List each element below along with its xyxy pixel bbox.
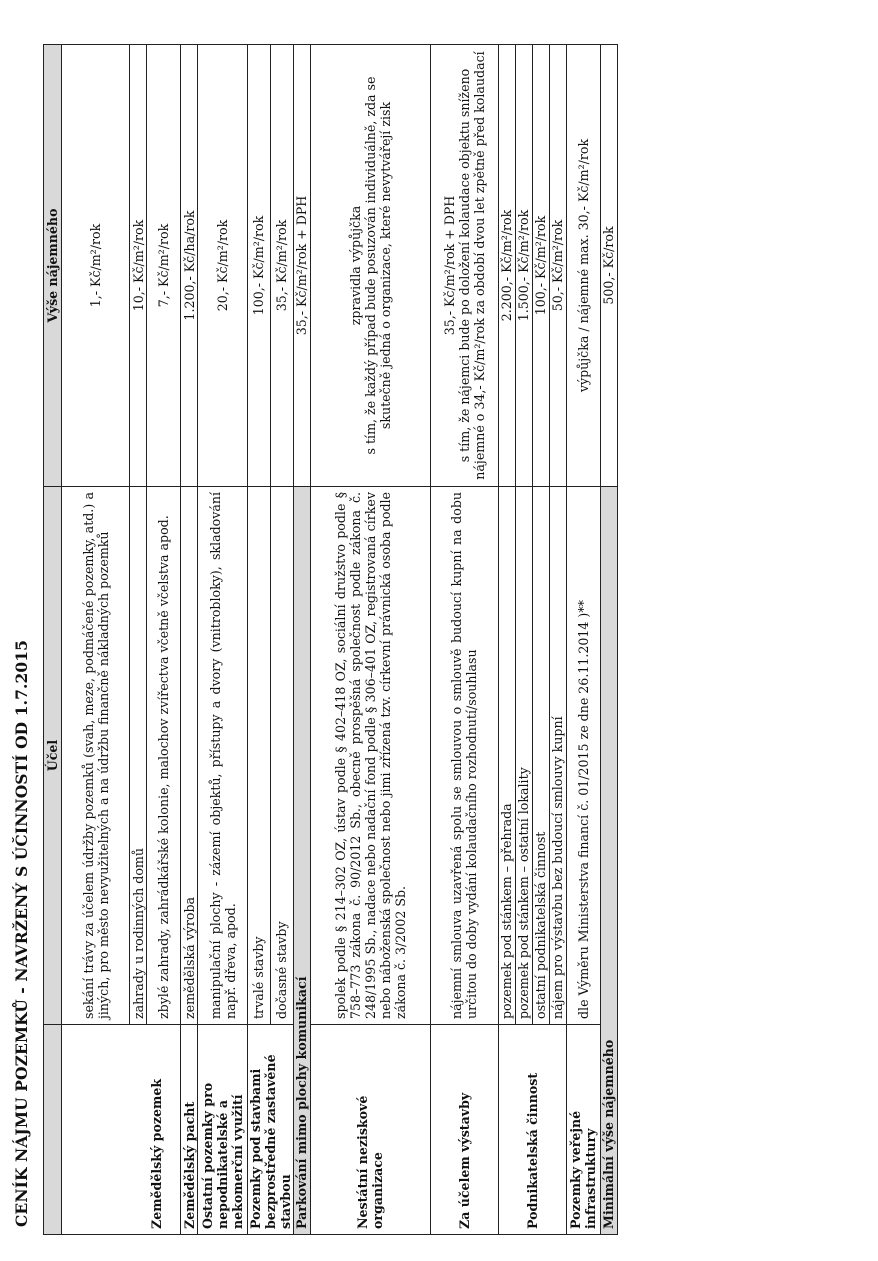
price-cell [310,45,430,487]
category-podnikatelska: Podnikatelská činnost [498,1025,566,1235]
price-cell: 10,- Kč/m²/rok [130,45,147,487]
purpose-cell: pozemek pod stánkem – ostatní lokality [515,487,532,1025]
purpose-cell: ostatní podnikatelská činnost [532,487,549,1025]
category-nestatni: Nestátní neziskové organizace [310,1025,430,1235]
table-row [498,45,515,1235]
purpose-cell: sekání trávy za účelem údržby pozemků (svah, meze, podmáčené pozemky, atd.) a jiných, pro město nevyužitelných a na údržbu finančně nákladných pozemků [62,487,130,1025]
table-header-row [44,45,62,1235]
price-cell [430,45,498,487]
purpose-cell: zbylé zahrady, zahrádkářské kolonie, malochov zvířectva včetně včelstva apod. [147,487,181,1025]
price-cell: 2.200,- Kč/m²/rok [498,45,515,487]
category-infrastruktura: Pozemky veřejné infrastruktury [566,1025,600,1235]
page-title: CENÍK NÁJMU POZEMKŮ - NAVRŽENÝ S ÚČINNOSTÍ OD 1.7.2015 [12,639,31,1227]
price-main: 35,- Kč/m²/rok + DPH [441,195,457,336]
header-empty-cell [44,1025,62,1235]
price-cell: 20,- Kč/m²/rok [198,45,248,487]
table-row [248,45,271,1235]
table-row [310,45,430,1235]
price-main: zpravidla výpůjčka [347,205,363,326]
price-cell: 100,- Kč/m²/rok [532,45,549,487]
header-price: Výše nájemného [44,45,62,487]
header-purpose: Účel [44,487,62,1025]
category-ostatni: Ostatní pozemky pro nepodnikatelské a nekomerční využití [198,1025,248,1235]
purpose-cell: pozemek pod stánkem – přehrada [498,487,515,1025]
table-row [62,45,130,1235]
category-stavby: Pozemky pod stavbami bezprostředně zastavěné stavbou [248,1025,294,1235]
table-row [600,45,617,1235]
category-vystavba: Za účelem výstavby [430,1025,498,1235]
purpose-cell: trvalé stavby [248,487,271,1025]
purpose-cell: dle Výměru Ministerstva financí č. 01/2015 ze dne 26.11.2014 )** [566,487,600,1025]
category-pacht: Zemědělský pacht [181,1025,198,1235]
price-cell: 7,- Kč/m²/rok [147,45,181,487]
purpose-cell: nájem pro výstavbu bez budoucí smlouvy kupní [549,487,566,1025]
price-cell: 50,- Kč/m²/rok [549,45,566,487]
purpose-cell: zemědělská výroba [181,487,198,1025]
price-note: s tím, že nájemci bude po doložení kolaudace objektu sníženo nájemné o 34,- Kč/m²/rok za období dvou let zpětně před kolaudací [456,51,487,480]
price-cell: 35,- Kč/m²/rok [270,45,293,487]
price-cell: 1,- Kč/m²/rok [62,45,130,487]
price-cell: 35,- Kč/m²/rok + DPH [293,45,310,487]
table-row [181,45,198,1235]
price-note: s tím, že každý případ bude posuzován individuálně, zda se skutečně jedná o organizace, které nevytvářejí zisk [362,76,393,455]
purpose-cell: manipulační plochy - zázemí objektů, přístupy a dvory (vnitrobloky), skladování např. dřeva, apod. [198,487,248,1025]
category-zemedelsky: Zemědělský pozemek [62,1025,181,1235]
purpose-cell: dočasné stavby [270,487,293,1025]
table-row [566,45,600,1235]
table-row [293,45,310,1235]
table-row [198,45,248,1235]
price-cell: 1.200,- Kč/ha/rok [181,45,198,487]
category-minimalni: Minimální výše nájemného [600,487,617,1235]
category-parkovani: Parkování mimo plochy komunikací [293,487,310,1235]
purpose-cell: zahrady u rodinných domů [130,487,147,1025]
purpose-cell: nájemní smlouva uzavřená spolu se smlouvou o smlouvě budoucí kupní na dobu určitou do doby vydání kolaudačního rozhodnutí/souhlasu [430,487,498,1025]
price-cell: výpůjčka / nájemné max. 30,- Kč/m²/rok [566,45,600,487]
pricing-table [43,44,618,1235]
price-cell: 1.500,- Kč/m²/rok [515,45,532,487]
table-row [430,45,498,1235]
price-cell: 100,- Kč/m²/rok [248,45,271,487]
purpose-cell: spolek podle § 214–302 OZ, ústav podle § 402–418 OZ, sociální družstvo podle § 758–773 zákona č. 90/2012 Sb., obecně prospěšná společnost podle zákona č. 248/1995 Sb., nadace nebo nadační fond podle § 306–401 OZ, registrovaná církev nebo náboženská společnost nebo jimi zřízená tzv. církevní právnická osoba podle zákona č. 3/2002 Sb. [310,487,430,1025]
price-cell: 500,- Kč/rok [600,45,617,487]
